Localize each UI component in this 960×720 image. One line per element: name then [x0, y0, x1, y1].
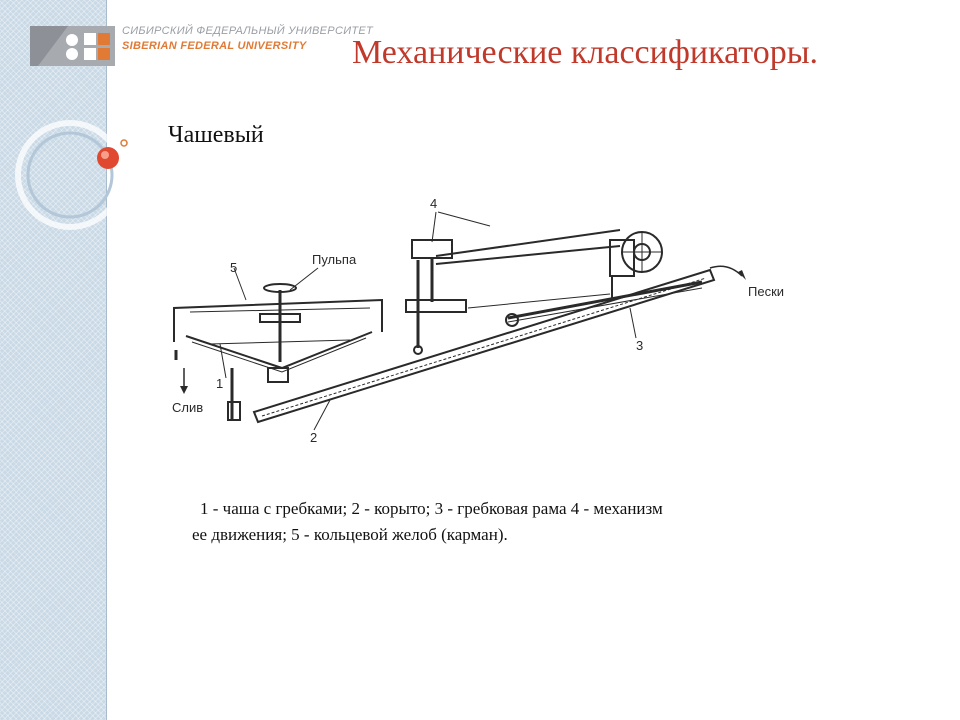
classifier-diagram: [150, 190, 790, 450]
label-sands: Пески: [748, 284, 785, 299]
slide-title: Механические классификаторы.: [352, 34, 819, 71]
label-5: 5: [230, 260, 238, 275]
university-name-en: SIBERIAN FEDERAL UNIVERSITY: [122, 40, 307, 52]
university-name-ru: СИБИРСКИЙ ФЕДЕРАЛЬНЫЙ УНИВЕРСИТЕТ: [122, 25, 374, 37]
label-4: 4: [430, 196, 438, 211]
label-pulp: Пульпа: [312, 252, 357, 267]
slide-subtitle: Чашевый: [168, 122, 264, 148]
label-3: 3: [636, 338, 644, 353]
red-sphere-icon: [97, 147, 119, 169]
label-1: 1: [216, 376, 224, 391]
label-drain: Слив: [172, 400, 204, 415]
figure-caption: [192, 496, 872, 548]
label-2: 2: [310, 430, 318, 445]
caption-line-2: ее движения; 5 - кольцевой желоб (карман).: [192, 525, 508, 544]
caption-line-1: 1 - чаша с гребками; 2 - корыто; 3 - гребковая рама 4 - механизм: [200, 499, 663, 518]
